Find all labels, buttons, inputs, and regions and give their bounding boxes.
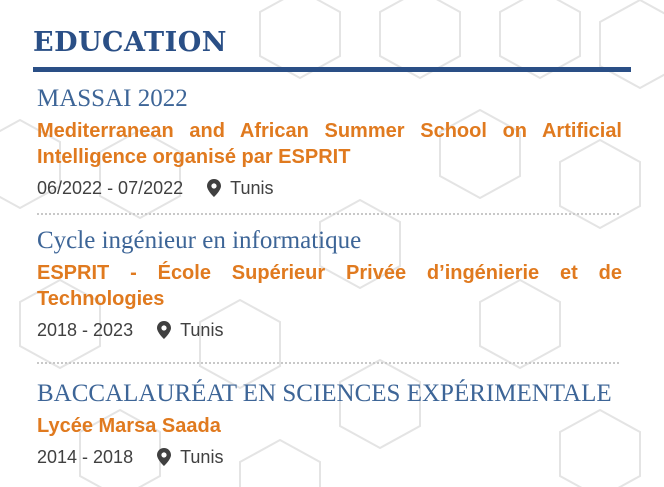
education-entry: [37, 379, 622, 469]
map-pin-icon: [207, 179, 221, 197]
entry-divider: [37, 213, 619, 215]
degree-title: Cycle ingénieur en informatique: [37, 227, 362, 254]
date-range: 2018 - 2023: [37, 320, 134, 340]
institution-name: Mediterranean and African Summer School on Artificial Intelligence organisé par ESPRIT: [37, 120, 622, 168]
entry-meta: [37, 445, 622, 469]
map-pin-icon: [157, 321, 171, 339]
education-entry: [37, 226, 622, 342]
institution-name: Lycée Marsa Saada: [37, 415, 221, 437]
map-pin-icon: [157, 448, 171, 466]
education-entry: [37, 84, 622, 200]
location-text: Tunis: [180, 320, 224, 340]
entry-divider: [37, 362, 619, 364]
location-text: Tunis: [230, 178, 274, 198]
degree-title: BACCALAURÉAT EN SCIENCES EXPÉRIMENTALE: [37, 380, 612, 407]
institution-name: ESPRIT - École Supérieur Privée d’ingénierie et de Technologies: [37, 262, 622, 310]
entry-meta: [37, 318, 622, 342]
entry-meta: [37, 176, 622, 200]
date-range: 2014 - 2018: [37, 447, 134, 467]
section-title-underline: [33, 67, 631, 72]
date-range: 06/2022 - 07/2022: [37, 178, 184, 198]
location-text: Tunis: [180, 447, 224, 467]
degree-title: MASSAI 2022: [37, 85, 188, 112]
section-title: EDUCATION: [33, 27, 227, 58]
